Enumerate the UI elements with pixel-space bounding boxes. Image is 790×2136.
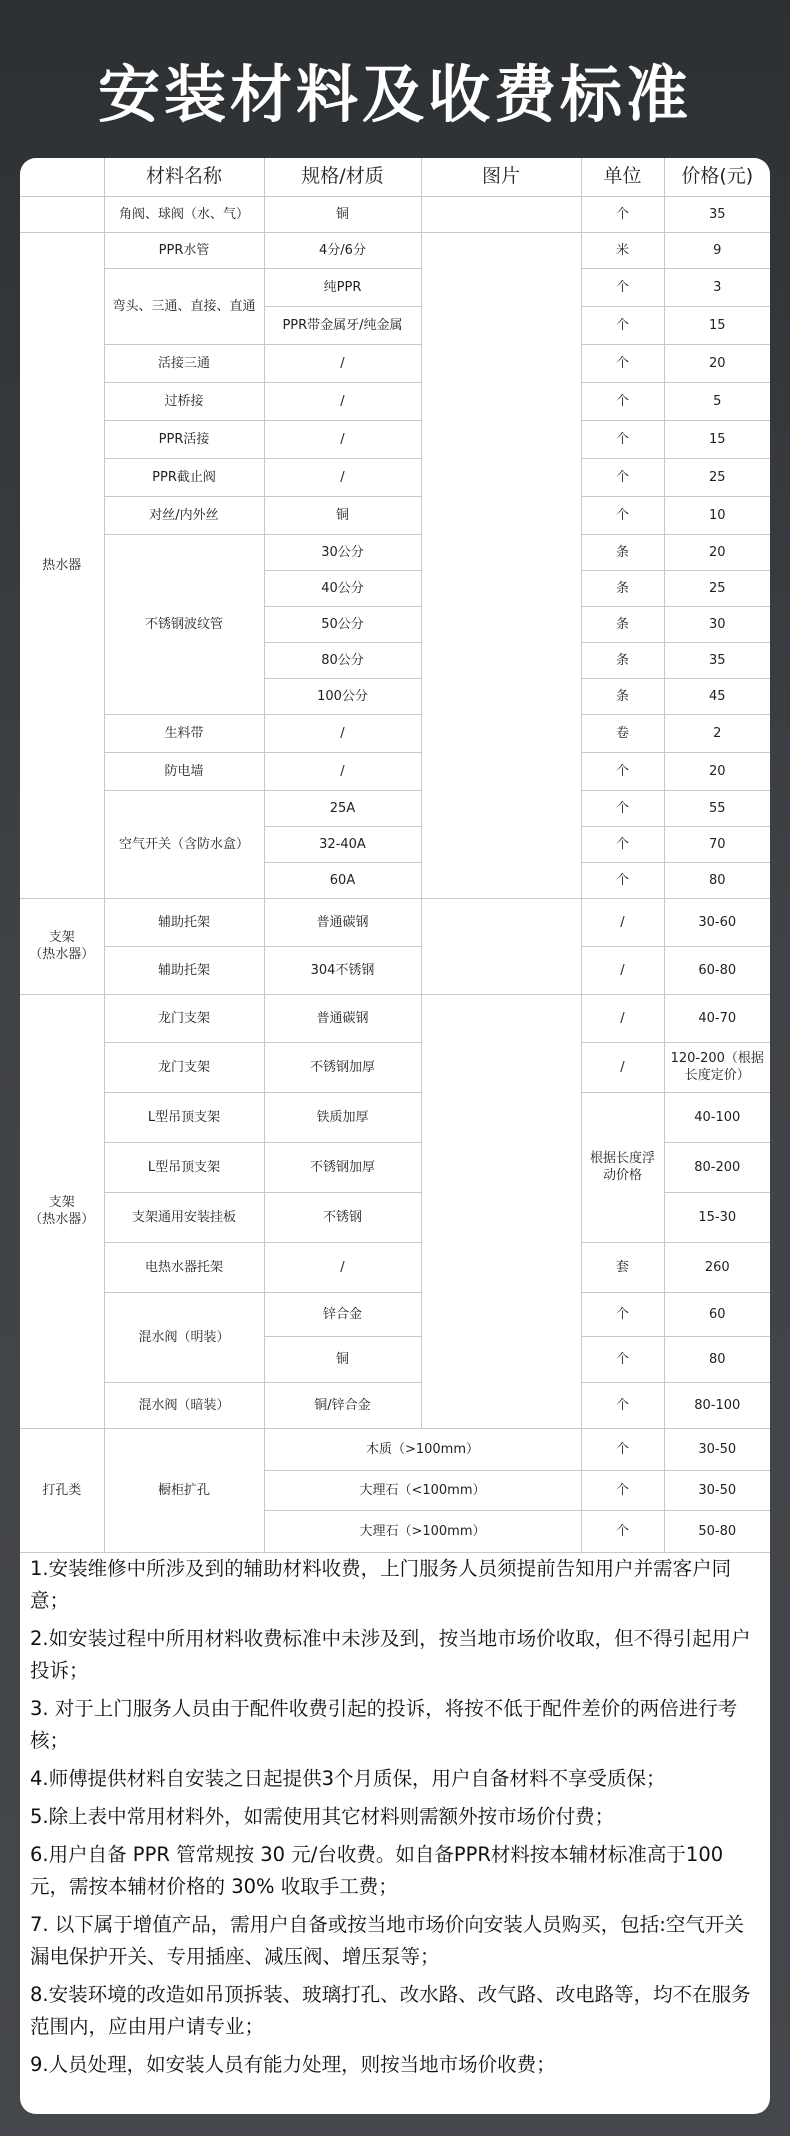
item-spec: 铜/锌合金 — [264, 1382, 421, 1428]
item-unit: 条 — [581, 678, 664, 714]
item-name: 混水阀（明装） — [104, 1292, 264, 1382]
header-spec: 规格/材质 — [264, 158, 421, 196]
item-unit: 个 — [581, 458, 664, 496]
item-spec: 不锈钢加厚 — [264, 1042, 421, 1092]
page-title: 安装材料及收费标准 — [97, 58, 692, 131]
item-spec: 铁质加厚 — [264, 1092, 421, 1142]
item-price: 20 — [664, 752, 770, 790]
table-row — [20, 344, 770, 382]
item-price: 30-60 — [664, 898, 770, 946]
item-unit: 个 — [581, 420, 664, 458]
item-name: 电热水器托架 — [104, 1242, 264, 1292]
item-unit: 个 — [581, 196, 664, 232]
item-price: 35 — [664, 196, 770, 232]
item-price: 40-70 — [664, 994, 770, 1042]
item-price: 35 — [664, 642, 770, 678]
table-row — [20, 458, 770, 496]
item-spec: / — [264, 458, 421, 496]
item-name: 角阀、球阀（水、气） — [104, 196, 264, 232]
table-row — [20, 714, 770, 752]
item-spec: 40公分 — [264, 570, 421, 606]
item-name: PPR水管 — [104, 232, 264, 268]
item-image — [421, 232, 581, 898]
table-row — [20, 268, 770, 306]
item-image — [421, 898, 581, 994]
table-row — [20, 1242, 770, 1292]
notes-section — [30, 1553, 760, 2087]
table-row — [20, 382, 770, 420]
item-unit: / — [581, 1042, 664, 1092]
note-item: 6.用户自备 PPR 管常规按 30 元/台收费。如自备PPR材料按本辅材标准高于100元，需按本辅材价格的 30% 收取手工费； — [30, 1843, 724, 1898]
item-price: 25 — [664, 570, 770, 606]
item-image — [421, 196, 581, 232]
table-row — [20, 898, 770, 946]
item-name: 弯头、三通、直接、直通 — [104, 268, 264, 344]
note-item: 1.安装维修中所涉及到的辅助材料收费，上门服务人员须提前告知用户并需客户同意； — [30, 1557, 732, 1612]
note-item: 2.如安装过程中所用材料收费标准中未涉及到，按当地市场价收取，但不得引起用户投诉； — [30, 1627, 751, 1682]
item-spec: 铜 — [264, 196, 421, 232]
item-price: 10 — [664, 496, 770, 534]
item-unit: 个 — [581, 306, 664, 344]
item-unit: / — [581, 898, 664, 946]
item-spec: 32-40A — [264, 826, 421, 862]
item-spec: 80公分 — [264, 642, 421, 678]
item-name: L型吊顶支架 — [104, 1142, 264, 1192]
item-spec: 60A — [264, 862, 421, 898]
note-item: 4.师傅提供材料自安装之日起提供3个月质保，用户自备材料不享受质保； — [30, 1767, 666, 1790]
item-unit: 卷 — [581, 714, 664, 752]
note-item: 9.人员处理，如安装人员有能力处理，则按当地市场价收费； — [30, 2053, 556, 2076]
item-name: 过桥接 — [104, 382, 264, 420]
item-unit: 个 — [581, 1510, 664, 1552]
item-price: 5 — [664, 382, 770, 420]
item-unit: 套 — [581, 1242, 664, 1292]
table-row — [20, 994, 770, 1042]
table-row — [20, 752, 770, 790]
item-unit: 根据长度浮动价格 — [581, 1092, 664, 1242]
item-spec: 纯PPR — [264, 268, 421, 306]
item-price: 30-50 — [664, 1470, 770, 1510]
item-price: 50-80 — [664, 1510, 770, 1552]
category-cell: 打孔类 — [20, 1428, 104, 1552]
item-spec: 普通碳钢 — [264, 898, 421, 946]
table-row — [20, 1428, 770, 1470]
item-spec: 25A — [264, 790, 421, 826]
item-name: PPR活接 — [104, 420, 264, 458]
table-row — [20, 232, 770, 268]
item-spec: 不锈钢加厚 — [264, 1142, 421, 1192]
item-spec: 4分/6分 — [264, 232, 421, 268]
item-spec: 100公分 — [264, 678, 421, 714]
item-price: 60-80 — [664, 946, 770, 994]
item-unit: / — [581, 994, 664, 1042]
item-spec: / — [264, 1242, 421, 1292]
item-name: 橱柜扩孔 — [104, 1428, 264, 1552]
header-category — [20, 158, 104, 196]
table-row — [20, 196, 770, 232]
note-item: 3. 对于上门服务人员由于配件收费引起的投诉，将按不低于配件差价的两倍进行考核； — [30, 1697, 738, 1752]
item-name: 生料带 — [104, 714, 264, 752]
item-spec: 大理石（>100mm） — [264, 1510, 581, 1552]
item-price: 9 — [664, 232, 770, 268]
item-unit: 个 — [581, 1336, 664, 1382]
item-price: 120-200（根据长度定价） — [664, 1042, 770, 1092]
item-unit: 个 — [581, 1470, 664, 1510]
item-price: 3 — [664, 268, 770, 306]
item-spec: 铜 — [264, 496, 421, 534]
item-unit: 个 — [581, 826, 664, 862]
item-spec: 锌合金 — [264, 1292, 421, 1336]
item-price: 15-30 — [664, 1192, 770, 1242]
item-unit: 条 — [581, 642, 664, 678]
item-price: 20 — [664, 344, 770, 382]
item-unit: 个 — [581, 1382, 664, 1428]
item-price: 80 — [664, 862, 770, 898]
item-unit: 米 — [581, 232, 664, 268]
item-name: L型吊顶支架 — [104, 1092, 264, 1142]
item-spec: 普通碳钢 — [264, 994, 421, 1042]
item-unit: 个 — [581, 382, 664, 420]
item-name: 空气开关（含防水盒） — [104, 790, 264, 898]
item-price: 20 — [664, 534, 770, 570]
item-price: 55 — [664, 790, 770, 826]
table-row — [20, 496, 770, 534]
item-price: 40-100 — [664, 1092, 770, 1142]
item-unit: 个 — [581, 752, 664, 790]
table-row — [20, 534, 770, 570]
category-cell: 热水器 — [20, 232, 104, 898]
header-image: 图片 — [421, 158, 581, 196]
item-spec: / — [264, 344, 421, 382]
item-price: 45 — [664, 678, 770, 714]
item-unit: 个 — [581, 862, 664, 898]
item-spec: / — [264, 752, 421, 790]
item-name: 不锈钢波纹管 — [104, 534, 264, 714]
item-unit: 个 — [581, 1292, 664, 1336]
category-cell — [20, 196, 104, 232]
item-spec: 铜 — [264, 1336, 421, 1382]
price-table — [20, 158, 770, 1553]
item-unit: / — [581, 946, 664, 994]
item-image — [421, 994, 581, 1428]
item-name: 龙门支架 — [104, 994, 264, 1042]
item-spec: 50公分 — [264, 606, 421, 642]
table-row — [20, 790, 770, 826]
category-cell: 支架 （热水器） — [20, 994, 104, 1428]
item-unit: 条 — [581, 606, 664, 642]
table-row — [20, 1092, 770, 1142]
item-price: 15 — [664, 420, 770, 458]
note-item: 7. 以下属于增值产品，需用户自备或按当地市场价向安装人员购买，包括:空气开关漏电保护开关、专用插座、减压阀、增压泵等； — [30, 1913, 744, 1968]
table-row — [20, 1292, 770, 1336]
item-unit: 条 — [581, 534, 664, 570]
price-card — [20, 158, 770, 2114]
header-name: 材料名称 — [104, 158, 264, 196]
item-name: PPR截止阀 — [104, 458, 264, 496]
item-name: 支架通用安装挂板 — [104, 1192, 264, 1242]
item-price: 2 — [664, 714, 770, 752]
item-name: 防电墙 — [104, 752, 264, 790]
note-item: 5.除上表中常用材料外，如需使用其它材料则需额外按市场价付费； — [30, 1805, 615, 1828]
item-spec: 不锈钢 — [264, 1192, 421, 1242]
item-unit: 个 — [581, 496, 664, 534]
item-name: 辅助托架 — [104, 946, 264, 994]
item-price: 80-200 — [664, 1142, 770, 1192]
item-spec: 30公分 — [264, 534, 421, 570]
item-spec: 木质（>100mm） — [264, 1428, 581, 1470]
table-row — [20, 1382, 770, 1428]
item-spec: 304不锈钢 — [264, 946, 421, 994]
item-name: 活接三通 — [104, 344, 264, 382]
item-name: 混水阀（暗装） — [104, 1382, 264, 1428]
item-price: 70 — [664, 826, 770, 862]
item-unit: 个 — [581, 344, 664, 382]
item-price: 80-100 — [664, 1382, 770, 1428]
item-unit: 个 — [581, 790, 664, 826]
category-cell: 支架 （热水器） — [20, 898, 104, 994]
table-row — [20, 946, 770, 994]
item-name: 辅助托架 — [104, 898, 264, 946]
item-price: 260 — [664, 1242, 770, 1292]
header-price: 价格(元) — [664, 158, 770, 196]
item-price: 30-50 — [664, 1428, 770, 1470]
item-spec: / — [264, 714, 421, 752]
table-header-row — [20, 158, 770, 196]
item-spec: 大理石（<100mm） — [264, 1470, 581, 1510]
item-price: 30 — [664, 606, 770, 642]
item-price: 60 — [664, 1292, 770, 1336]
item-unit: 条 — [581, 570, 664, 606]
header-unit: 单位 — [581, 158, 664, 196]
item-spec: PPR带金属牙/纯金属 — [264, 306, 421, 344]
item-name: 对丝/内外丝 — [104, 496, 264, 534]
item-price: 15 — [664, 306, 770, 344]
item-price: 80 — [664, 1336, 770, 1382]
note-item: 8.安装环境的改造如吊顶拆装、玻璃打孔、改水路、改气路、改电路等，均不在服务范围内，应由用户请专业； — [30, 1983, 751, 2038]
item-price: 25 — [664, 458, 770, 496]
item-name: 龙门支架 — [104, 1042, 264, 1092]
item-spec: / — [264, 420, 421, 458]
item-spec: / — [264, 382, 421, 420]
table-row — [20, 1042, 770, 1092]
table-row — [20, 420, 770, 458]
item-unit: 个 — [581, 1428, 664, 1470]
item-unit: 个 — [581, 268, 664, 306]
